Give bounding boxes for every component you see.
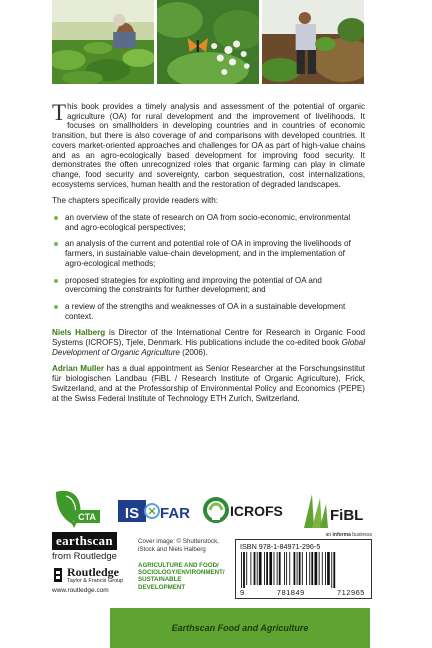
imprint-area [52,532,372,602]
barcode-bar [289,552,290,585]
barcode-block [235,532,372,599]
bullet-item: proposed strategies for exploiting and improving the potential of OA and overcoming the constraints for further development; and [52,276,365,295]
bullet-item: an analysis of the current and potential role of OA in improving the livelihoods of farmers, in sustainable value-chain development, and in the implementation of agro-ecological methods; [52,239,365,268]
routledge-logo [52,566,132,584]
barcode-bar [246,552,247,585]
farmer-with-crops-photo [262,0,364,84]
from-routledge-text: from Routledge [52,551,117,562]
barcode-bar [299,552,301,585]
chapter-bullet-list [52,213,365,321]
barcode-bar [259,552,262,585]
bullet-item: a review of the strengths and weaknesses of OA in a sustainable development context. [52,302,365,321]
barcode-bar [311,552,313,585]
intro-text: his book provides a timely analysis and assessment of the potential of organic agriculture (OA) for rural development and the improvement of livelihoods. It focuses on smallholders in developing countries and in countries of economic transition, but there is also coverage of and comparisons with developed countries. It covers market-oriented approaches and challenges for OA as part of high-value chains and as an agro-ecologically based development for improving food security. It demonstrates the often unrecognized roles that organic farming can play in climate change, food security and sovereignty, carbon sequestration, cost internalizations, ecosystems services, human health and the restoration of degraded landscapes. [52,102,365,189]
drop-cap: T [52,100,67,125]
author-name-muller: Adrian Muller [52,364,105,374]
author-name-halberg: Niels Halberg [52,328,106,338]
informa-business-tag: an informa business [325,532,372,538]
isofar-logo [116,488,196,532]
cta-text: CTA [78,512,96,522]
credits-block [138,538,230,591]
isbn-barcode [235,539,372,599]
barcode-bar [264,552,265,585]
routledge-subtitle: Taylor & Francis Group [67,578,124,584]
barcode-bar [257,552,258,585]
barcode-bar [297,552,298,585]
earthscan-logo: earthscan [52,532,117,550]
farmer-in-field-photo [52,0,154,84]
publisher-website: www.routledge.com [52,587,109,594]
fibl-text: FiBL [330,507,364,524]
barcode-bar [284,552,285,585]
barcode-bar [277,552,278,585]
barcode-digits: 9 781849 712965 [240,588,365,597]
series-title-bar [110,608,370,648]
book-title: Global Development of Organic Agriculture [52,338,365,357]
barcode-bar [331,552,332,588]
barcode-bar [333,552,335,588]
subject-category: AGRICULTURE AND FOOD/ SOCIOLOGY/ENVIRONMENT/ SUSTAINABLE DEVELOPMENT [138,561,225,591]
barcode-bar [302,552,303,585]
butterfly-on-flowers-photo [157,0,259,84]
fibl-logo [302,488,370,532]
barcode-bar [306,552,307,585]
isbn-number: ISBN 978-1-84971-296-5 [240,542,321,551]
isofar-far-text: FAR [160,505,190,522]
barcode-bar [250,552,251,585]
routledge-name: Routledge [67,565,119,579]
back-cover-blurb [52,102,365,410]
intro-paragraph [52,102,365,189]
icrofs-logo [202,488,297,532]
bullet-item: an overview of the state of research on OA from socio-economic, environmental and agro-ecological perspectives; [52,213,365,232]
barcode-bar [327,552,330,585]
barcode-bar [279,552,281,585]
barcode-bar [241,552,242,588]
author-bio-halberg: Niels Halberg is Director of the International Centre for Research in Organic Food Systems (ICROFS), Tjele, Denmark. His publications include the co-edited book Global Development of Organic Agriculture (2006). [52,328,365,357]
barcode-bar [322,552,323,585]
icrofs-text: ICROFS [230,503,283,519]
barcode-bar [315,552,318,585]
publisher-block [52,532,132,594]
barcode-bar [243,552,245,588]
barcode-bars [240,552,367,588]
barcode-bar [309,552,310,585]
barcode-bar [294,552,296,585]
barcode-bar [266,552,268,585]
barcode-bar [274,552,275,585]
barcode-bar [319,552,320,585]
cover-photo-strip [52,0,364,84]
barcode-bar [254,552,256,585]
routledge-tower-icon [52,567,64,583]
partner-logos [52,488,372,532]
chapters-lead: The chapters specifically provide readers with: [52,196,218,206]
barcode-bar [269,552,272,585]
barcode-bar [286,552,287,585]
cta-logo [52,488,102,532]
author-bio-muller: Adrian Muller has a dual appointment as Senior Researcher at the Forschungsinstitut für biologischen Landbau (FiBL / Research Institute of Organic Agriculture), Frick, Switzerland, and at the Professorship of Environmental Policy and Economics (PEPE) at the Swiss Federal Institute of Technology ETH Zurich, Switzerland. [52,364,365,403]
barcode-bar [325,552,326,585]
isofar-is-text: IS [124,505,140,522]
cover-image-credit: Cover image: © Shutterstock, iStock and Niels Halberg [138,538,219,553]
series-title: Earthscan Food and Agriculture [171,623,309,633]
